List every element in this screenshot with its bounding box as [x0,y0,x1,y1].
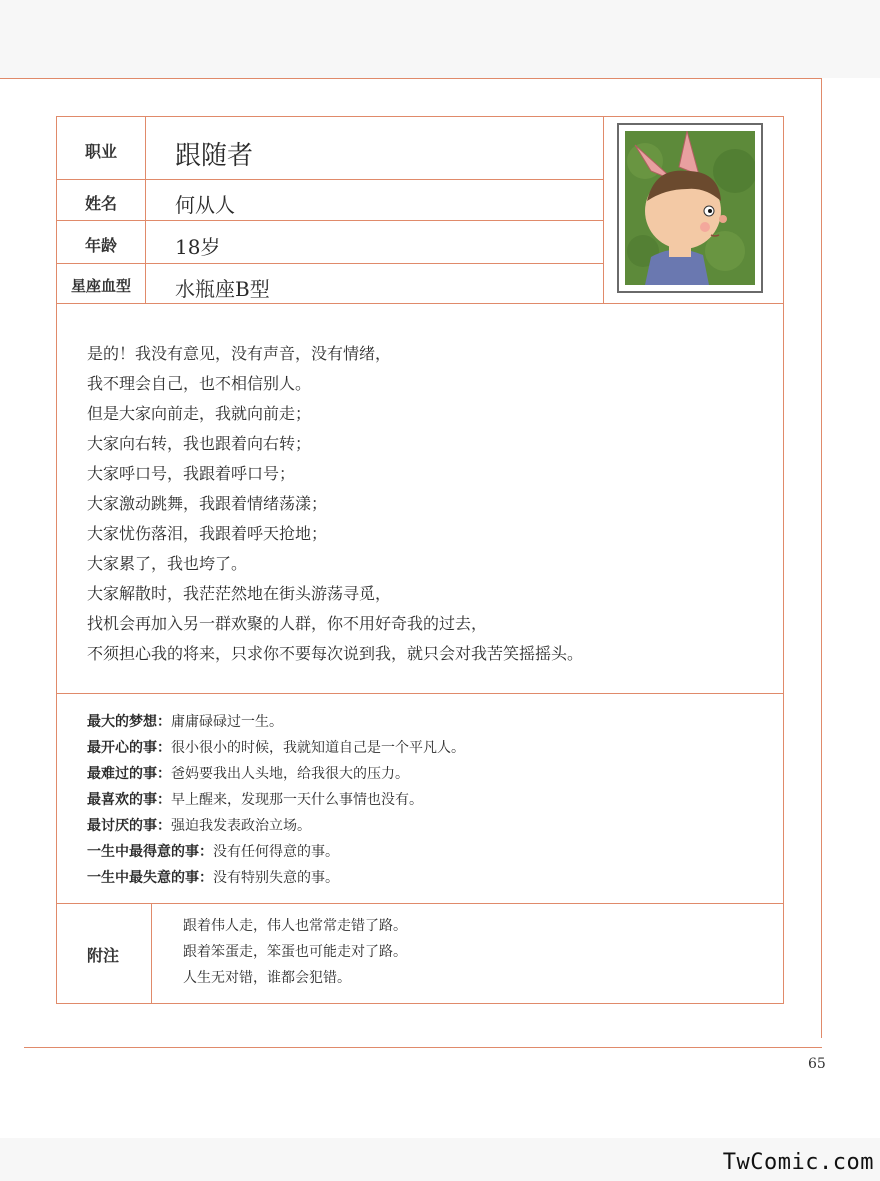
character-illustration [625,131,755,285]
watermark-text: TwComic.com [722,1150,874,1175]
poem-line: 是的！我没有意见，没有声音，没有情绪， [87,344,392,363]
fact-value: 没有任何得意的事。 [213,844,339,860]
fact-key: 最开心的事： [87,740,171,756]
poem-line: 大家累了，我也垮了。 [87,554,248,573]
profile-card [56,116,784,1004]
header-bottom-rule [57,303,783,304]
note-text [183,913,407,991]
poem-bottom-rule [57,693,783,694]
poem-line: 大家向右转，我也跟着向右转； [87,434,312,453]
row-divider [57,263,603,264]
fact-key: 一生中最得意的事： [87,844,213,860]
fact-value: 很小很小的时候，我就知道自己是一个平凡人。 [171,740,465,756]
poem-block [87,339,767,669]
poem-line: 大家激动跳舞，我跟着情绪荡漾； [87,494,328,513]
fact-row [87,787,767,813]
fact-row [87,865,767,891]
fact-value: 早上醒来，发现那一天什么事情也没有。 [171,792,423,808]
age-value: 18岁 [175,235,221,259]
fact-row [87,735,767,761]
zodiac-blood-label: 星座血型 [70,277,131,295]
note-line: 跟着笨蛋走，笨蛋也可能走对了路。 [183,944,407,960]
fact-key: 最讨厌的事： [87,818,171,834]
frame-line-top [0,78,822,79]
poem-line: 不须担心我的将来，只求你不要每次说到我，就只会对我苦笑摇摇头。 [87,644,584,663]
fact-key: 最难过的事： [87,766,171,782]
fact-row [87,813,767,839]
fact-row [87,709,767,735]
poem-line: 大家呼口号，我跟着呼口号； [87,464,296,483]
character-portrait [625,131,755,285]
name-value: 何从人 [175,193,235,217]
occupation-label: 职业 [84,142,117,161]
label-column-divider [145,117,146,303]
note-line: 跟着伟人走，伟人也常常走错了路。 [183,918,407,934]
name-label: 姓名 [84,194,117,213]
fact-key: 最大的梦想： [87,714,171,730]
note-line: 人生无对错，谁都会犯错。 [183,970,351,986]
poem-line: 我不理会自己，也不相信别人。 [87,374,312,393]
fact-key: 最喜欢的事： [87,792,171,808]
fact-value: 强迫我发表政治立场。 [171,818,311,834]
zodiac-blood-value: 水瓶座B型 [175,277,270,301]
occupation-value: 跟随者 [175,141,254,171]
row-divider [57,179,603,180]
facts-bottom-rule [57,903,783,904]
fact-value: 爸妈要我出人头地，给我很大的压力。 [171,766,409,782]
poem-line: 但是大家向前走，我就向前走； [87,404,312,423]
row-divider [57,220,603,221]
page-number: 65 [808,1056,826,1072]
fact-key: 一生中最失意的事： [87,870,213,886]
note-label: 附注 [87,946,120,965]
fact-row [87,761,767,787]
portrait-column-divider [603,117,604,303]
age-label: 年龄 [84,236,117,255]
frame-line-right [821,78,822,1038]
portrait-frame [617,123,763,293]
facts-list [87,709,767,891]
fact-value: 庸庸碌碌过一生。 [171,714,283,730]
frame-line-bottom [24,1047,822,1048]
poem-line: 找机会再加入另一群欢聚的人群，你不用好奇我的过去， [87,614,488,633]
note-column-divider [151,903,152,1003]
poem-line: 大家忧伤落泪，我跟着呼天抢地； [87,524,328,543]
poem-line: 大家解散时，我茫茫然地在街头游荡寻觅， [87,584,392,603]
fact-value: 没有特别失意的事。 [213,870,339,886]
fact-row [87,839,767,865]
